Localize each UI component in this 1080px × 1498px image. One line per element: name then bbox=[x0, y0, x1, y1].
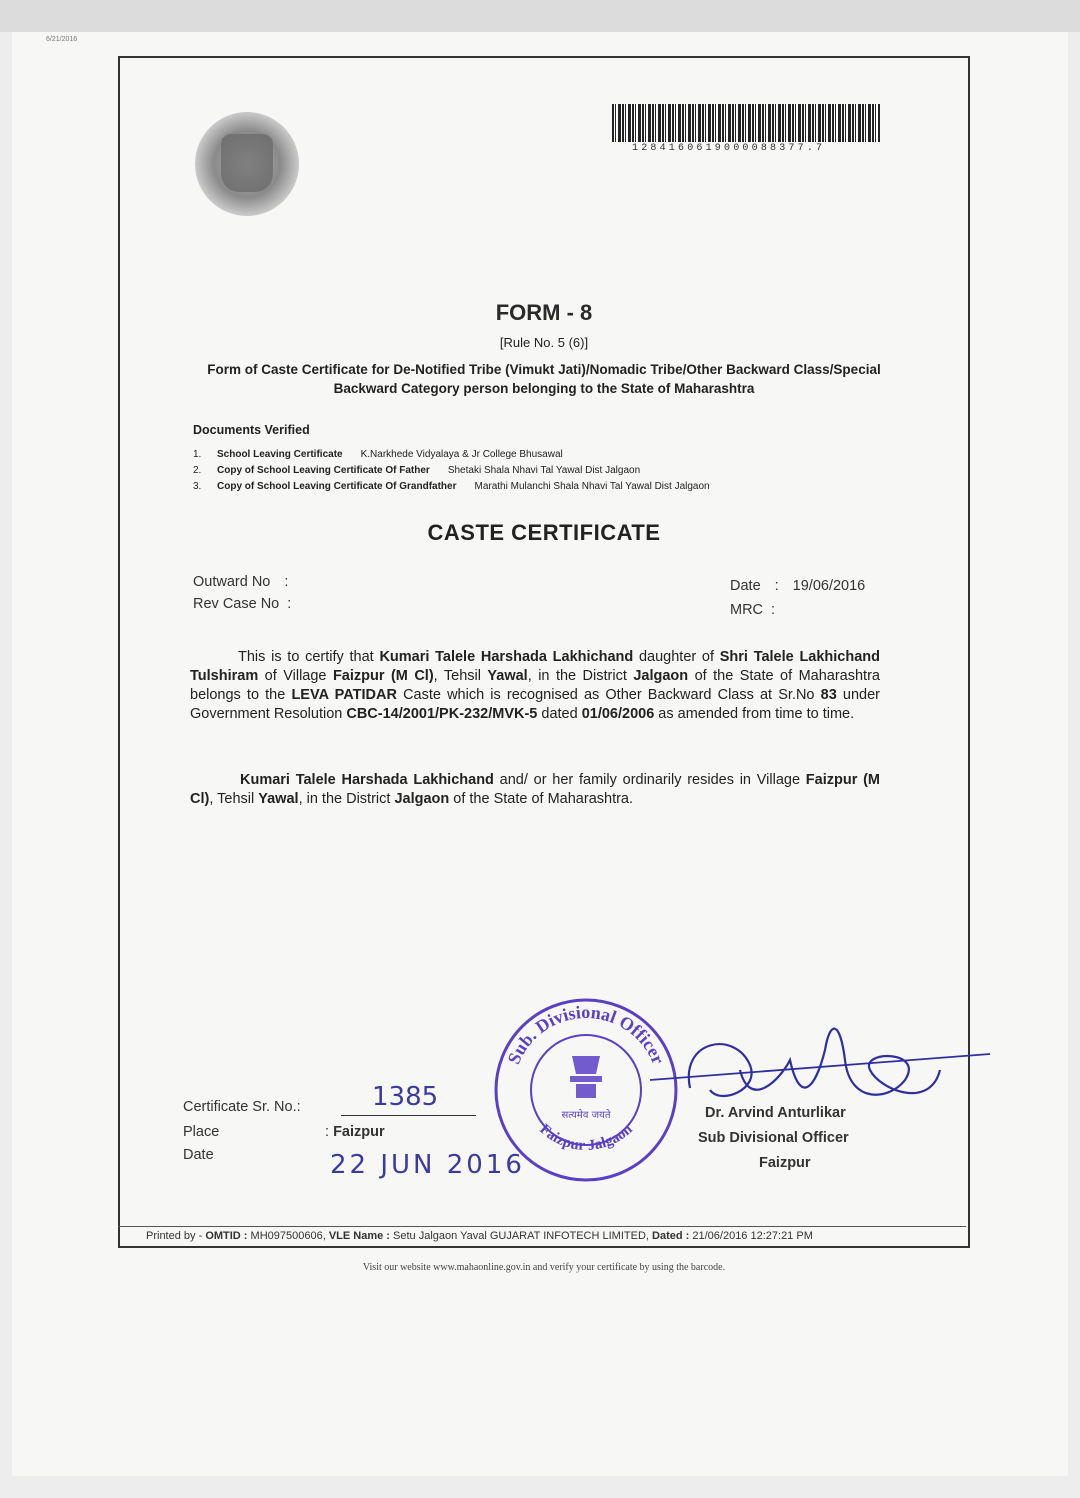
seal-motto: सत्यमेव जयते bbox=[561, 1110, 611, 1121]
form-description: Form of Caste Certificate for De-Notified Tribe (Vimukt Jati)/Nomadic Tribe/Other Backward Class/Special Backward Category person belonging to the State of Maharashtra bbox=[207, 362, 881, 396]
verification-note: Visit our website www.mahaonline.gov.in and verify your certificate by using the barcode. bbox=[362, 1262, 726, 1273]
document-item: 2. Copy of School Leaving Certificate Of Father Shetaki Shala Nhavi Tal Yawal Dist Jalgaon bbox=[193, 465, 641, 476]
barcode bbox=[612, 104, 880, 142]
certificate-sr-value: 1385 bbox=[372, 1082, 439, 1112]
footer-divider bbox=[118, 1226, 966, 1227]
officer-title: Sub Divisional Officer bbox=[698, 1130, 849, 1146]
rev-case-no: Rev Case No : bbox=[193, 596, 292, 612]
government-emblem-icon bbox=[195, 112, 299, 216]
certificate-title: CASTE CERTIFICATE bbox=[427, 520, 661, 545]
documents-heading: Documents Verified bbox=[193, 423, 310, 437]
form-rule: [Rule No. 5 (6)] bbox=[499, 335, 589, 350]
document-item: 1. School Leaving Certificate K.Narkhede Vidyalaya & Jr College Bhusawal bbox=[193, 449, 563, 460]
date-stamp: 22 JUN 2016 bbox=[330, 1150, 525, 1180]
barcode-number: 1284160619000088377.7 bbox=[632, 143, 826, 154]
svg-text:Faizpur Jalgaon bbox=[536, 1121, 636, 1154]
sr-underline bbox=[341, 1115, 476, 1116]
form-title: FORM - 8 bbox=[495, 300, 593, 325]
date-label: Date bbox=[183, 1147, 214, 1163]
certificate-sr-no: Certificate Sr. No.: bbox=[183, 1099, 301, 1115]
place-label: Place bbox=[183, 1124, 220, 1140]
officer-place: Faizpur bbox=[759, 1155, 811, 1171]
mrc: MRC : bbox=[730, 602, 776, 618]
document-item: 3. Copy of School Leaving Certificate Of Grandfather Marathi Mulanchi Shala Nhavi Tal Yawal Dist Jalgaon bbox=[193, 481, 710, 492]
ashoka-emblem-icon bbox=[570, 1056, 602, 1098]
officer-name: Dr. Arvind Anturlikar bbox=[705, 1105, 846, 1121]
certification-paragraph: This is to certify that Kumari Talele Harshada Lakhichand daughter of Shri Talele Lakhichand Tulshiram of Village Faizpur (M Cl), Tehsil Yawal, in the District Jalgaon of the State of Maharashtra belongs to the LEVA PATIDAR Caste which is recognised as Other Backward Class at Sr.No 83 under Government Resolution CBC-14/2001/PK-232/MVK-5 dated 01/06/2006 as amended from time to time. bbox=[190, 649, 881, 722]
issue-date: Date : 19/06/2016 bbox=[730, 578, 866, 594]
corner-stamp: 6/21/2016 bbox=[46, 36, 78, 43]
seal-text-top: Sub. Divisional Officer bbox=[503, 1001, 669, 1067]
residence-paragraph: Kumari Talele Harshada Lakhichand and/ or her family ordinarily resides in Village Faizpur (M Cl), Tehsil Yawal, in the District Jalgaon of the State of Maharashtra. bbox=[190, 772, 881, 807]
place-value: : Faizpur bbox=[325, 1124, 385, 1140]
print-details: Printed by - OMTID : MH097500606, VLE Name : Setu Jalgaon Yaval GUJARAT INFOTECH LIMITED, Dated : 21/06/2016 12:27:21 PM bbox=[146, 1230, 813, 1242]
outward-no: Outward No : bbox=[193, 574, 289, 590]
seal-text-bottom: Faizpur Jalgaon bbox=[536, 1121, 636, 1154]
